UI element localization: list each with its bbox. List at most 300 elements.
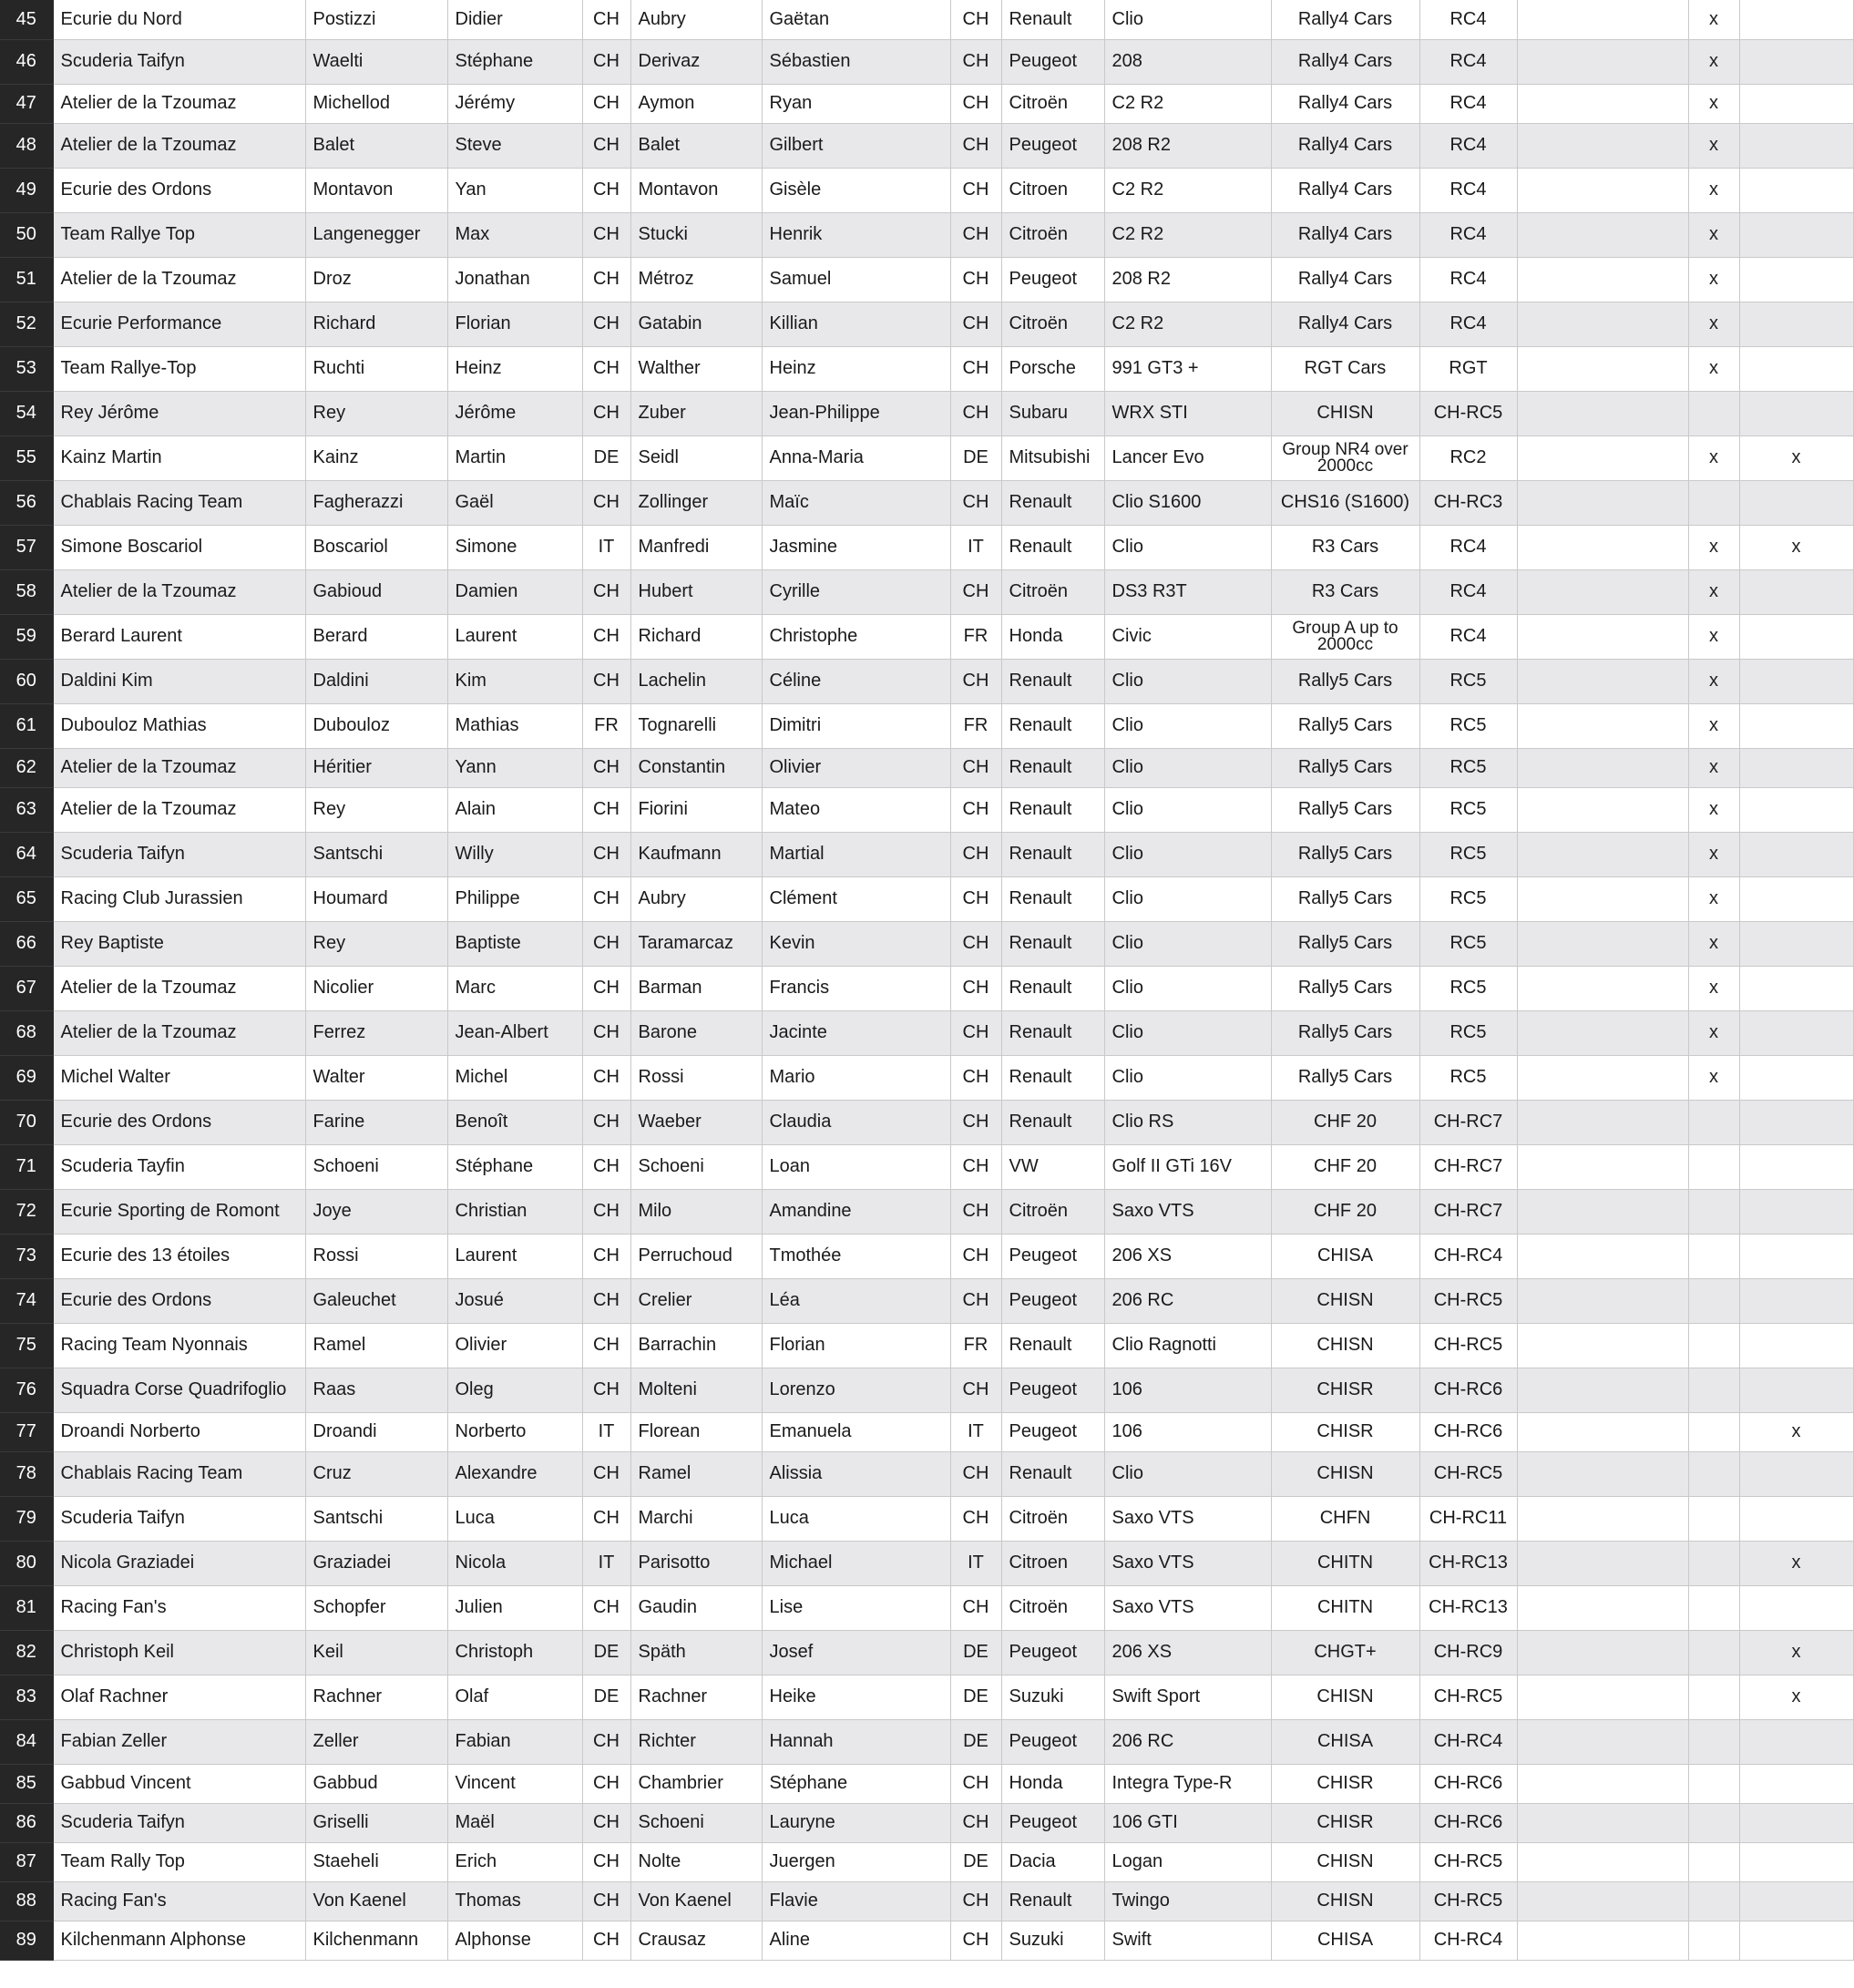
driver-nationality: CH: [582, 569, 630, 614]
car-make: Peugeot: [1001, 1803, 1104, 1842]
marker-column-a: [1517, 1496, 1688, 1541]
car-class: RC4: [1419, 0, 1517, 39]
marker-column-a: [1517, 1719, 1688, 1764]
marker-column-b: [1688, 1881, 1739, 1921]
codriver-first-name: Sébastien: [762, 39, 950, 84]
codriver-first-name: Samuel: [762, 257, 950, 302]
marker-column-c: [1739, 787, 1853, 832]
car-model: Saxo VTS: [1104, 1496, 1271, 1541]
marker-column-a: [1517, 1675, 1688, 1719]
codriver-nationality: CH: [950, 921, 1001, 966]
car-class: RC4: [1419, 168, 1517, 212]
car-model: Clio: [1104, 1010, 1271, 1055]
codriver-last-name: Barrachin: [630, 1323, 762, 1368]
codriver-last-name: Zuber: [630, 391, 762, 436]
marker-column-b: x: [1688, 966, 1739, 1010]
marker-column-b: x: [1688, 787, 1739, 832]
team-name: Michel Walter: [53, 1055, 305, 1100]
codriver-first-name: Tmothée: [762, 1234, 950, 1278]
codriver-first-name: Lauryne: [762, 1803, 950, 1842]
car-model: Clio: [1104, 966, 1271, 1010]
marker-column-b: [1688, 1719, 1739, 1764]
car-class: RC5: [1419, 876, 1517, 921]
table-row: [0, 1323, 1853, 1368]
marker-column-a: [1517, 1921, 1688, 1960]
marker-column-c: [1739, 1278, 1853, 1323]
driver-first-name: Jérôme: [447, 391, 582, 436]
car-make: Renault: [1001, 703, 1104, 748]
team-name: Team Rally Top: [53, 1842, 305, 1881]
codriver-last-name: Milo: [630, 1189, 762, 1234]
codriver-nationality: CH: [950, 1496, 1001, 1541]
driver-first-name: Laurent: [447, 1234, 582, 1278]
car-class: CH-RC11: [1419, 1496, 1517, 1541]
driver-nationality: DE: [582, 1630, 630, 1675]
car-group: CHS16 (S1600): [1271, 480, 1419, 525]
table-row: [0, 1842, 1853, 1881]
car-group: Rally5 Cars: [1271, 832, 1419, 876]
marker-column-b: x: [1688, 257, 1739, 302]
table-row: [0, 1010, 1853, 1055]
codriver-first-name: Claudia: [762, 1100, 950, 1144]
table-row: [0, 569, 1853, 614]
start-number: 78: [0, 1451, 53, 1496]
driver-last-name: Droandi: [305, 1412, 447, 1451]
codriver-first-name: Olivier: [762, 748, 950, 787]
driver-first-name: Christian: [447, 1189, 582, 1234]
codriver-nationality: CH: [950, 168, 1001, 212]
driver-nationality: CH: [582, 876, 630, 921]
marker-column-c: x: [1739, 1630, 1853, 1675]
car-make: Renault: [1001, 1881, 1104, 1921]
marker-column-a: [1517, 1842, 1688, 1881]
marker-column-b: x: [1688, 123, 1739, 168]
marker-column-c: [1739, 391, 1853, 436]
marker-column-b: x: [1688, 569, 1739, 614]
car-make: Suzuki: [1001, 1921, 1104, 1960]
table-row: [0, 921, 1853, 966]
driver-nationality: CH: [582, 302, 630, 346]
driver-first-name: Martin: [447, 436, 582, 480]
car-model: 106: [1104, 1368, 1271, 1412]
driver-nationality: CH: [582, 748, 630, 787]
driver-first-name: Mathias: [447, 703, 582, 748]
car-make: Citroen: [1001, 1541, 1104, 1585]
marker-column-a: [1517, 1100, 1688, 1144]
driver-last-name: Santschi: [305, 832, 447, 876]
car-make: Peugeot: [1001, 1234, 1104, 1278]
car-make: Renault: [1001, 748, 1104, 787]
marker-column-c: [1739, 1368, 1853, 1412]
car-group: Rally4 Cars: [1271, 0, 1419, 39]
car-group: Rally5 Cars: [1271, 703, 1419, 748]
table-row: [0, 1675, 1853, 1719]
driver-last-name: Waelti: [305, 39, 447, 84]
car-model: C2 R2: [1104, 168, 1271, 212]
driver-nationality: IT: [582, 525, 630, 569]
driver-first-name: Nicola: [447, 1541, 582, 1585]
marker-column-a: [1517, 1541, 1688, 1585]
team-name: Squadra Corse Quadrifoglio: [53, 1368, 305, 1412]
start-number: 58: [0, 569, 53, 614]
marker-column-a: [1517, 0, 1688, 39]
car-class: RC4: [1419, 123, 1517, 168]
car-make: Renault: [1001, 1010, 1104, 1055]
driver-nationality: CH: [582, 1323, 630, 1368]
team-name: Ecurie Performance: [53, 302, 305, 346]
car-model: Clio: [1104, 1451, 1271, 1496]
driver-nationality: CH: [582, 1451, 630, 1496]
codriver-first-name: Gilbert: [762, 123, 950, 168]
codriver-last-name: Aubry: [630, 0, 762, 39]
marker-column-a: [1517, 302, 1688, 346]
start-number: 62: [0, 748, 53, 787]
marker-column-c: [1739, 346, 1853, 391]
codriver-nationality: CH: [950, 480, 1001, 525]
driver-first-name: Josué: [447, 1278, 582, 1323]
marker-column-c: [1739, 1323, 1853, 1368]
team-name: Daldini Kim: [53, 659, 305, 703]
car-group: Rally4 Cars: [1271, 257, 1419, 302]
marker-column-c: [1739, 480, 1853, 525]
team-name: Ecurie des Ordons: [53, 168, 305, 212]
marker-column-c: [1739, 1881, 1853, 1921]
driver-nationality: CH: [582, 1881, 630, 1921]
car-group: CHISA: [1271, 1719, 1419, 1764]
car-make: Renault: [1001, 787, 1104, 832]
codriver-nationality: CH: [950, 748, 1001, 787]
team-name: Atelier de la Tzoumaz: [53, 257, 305, 302]
driver-last-name: Fagherazzi: [305, 480, 447, 525]
start-number: 48: [0, 123, 53, 168]
codriver-first-name: Ryan: [762, 84, 950, 123]
team-name: Racing Team Nyonnais: [53, 1323, 305, 1368]
driver-last-name: Rey: [305, 391, 447, 436]
driver-nationality: DE: [582, 436, 630, 480]
car-model: Civic: [1104, 614, 1271, 659]
marker-column-a: [1517, 436, 1688, 480]
driver-last-name: Langenegger: [305, 212, 447, 257]
table-row: [0, 1189, 1853, 1234]
car-model: Saxo VTS: [1104, 1585, 1271, 1630]
car-class: RC4: [1419, 84, 1517, 123]
driver-last-name: Rey: [305, 787, 447, 832]
codriver-last-name: Seidl: [630, 436, 762, 480]
team-name: Scuderia Tayfin: [53, 1144, 305, 1189]
marker-column-b: [1688, 480, 1739, 525]
codriver-first-name: Mateo: [762, 787, 950, 832]
car-model: Clio: [1104, 748, 1271, 787]
car-model: Clio: [1104, 876, 1271, 921]
start-number: 65: [0, 876, 53, 921]
team-name: Berard Laurent: [53, 614, 305, 659]
marker-column-b: x: [1688, 302, 1739, 346]
car-group: CHISN: [1271, 1451, 1419, 1496]
car-make: Citroen: [1001, 168, 1104, 212]
marker-column-b: [1688, 1234, 1739, 1278]
marker-column-c: [1739, 876, 1853, 921]
codriver-first-name: Loan: [762, 1144, 950, 1189]
driver-first-name: Stéphane: [447, 1144, 582, 1189]
car-class: RC5: [1419, 921, 1517, 966]
marker-column-b: [1688, 1585, 1739, 1630]
marker-column-c: [1739, 1010, 1853, 1055]
car-model: C2 R2: [1104, 212, 1271, 257]
car-class: CH-RC7: [1419, 1100, 1517, 1144]
marker-column-a: [1517, 1630, 1688, 1675]
team-name: Scuderia Taifyn: [53, 39, 305, 84]
start-number: 84: [0, 1719, 53, 1764]
marker-column-a: [1517, 1764, 1688, 1803]
driver-first-name: Heinz: [447, 346, 582, 391]
table-row: [0, 1881, 1853, 1921]
marker-column-b: [1688, 1630, 1739, 1675]
marker-column-c: x: [1739, 1675, 1853, 1719]
team-name: Racing Fan's: [53, 1585, 305, 1630]
team-name: Kainz Martin: [53, 436, 305, 480]
start-number: 87: [0, 1842, 53, 1881]
start-number: 55: [0, 436, 53, 480]
driver-first-name: Thomas: [447, 1881, 582, 1921]
car-model: Twingo: [1104, 1881, 1271, 1921]
team-name: Scuderia Taifyn: [53, 832, 305, 876]
marker-column-a: [1517, 1055, 1688, 1100]
driver-last-name: Ferrez: [305, 1010, 447, 1055]
car-group: CHISR: [1271, 1803, 1419, 1842]
driver-first-name: Alain: [447, 787, 582, 832]
car-make: Citroën: [1001, 1189, 1104, 1234]
codriver-first-name: Christophe: [762, 614, 950, 659]
driver-first-name: Gaël: [447, 480, 582, 525]
codriver-last-name: Crausaz: [630, 1921, 762, 1960]
driver-last-name: Gabioud: [305, 569, 447, 614]
marker-column-a: [1517, 614, 1688, 659]
codriver-nationality: CH: [950, 1803, 1001, 1842]
car-model: Clio: [1104, 659, 1271, 703]
driver-last-name: Richard: [305, 302, 447, 346]
start-number: 46: [0, 39, 53, 84]
table-row: [0, 257, 1853, 302]
marker-column-a: [1517, 1189, 1688, 1234]
driver-last-name: Farine: [305, 1100, 447, 1144]
marker-column-a: [1517, 525, 1688, 569]
marker-column-b: x: [1688, 525, 1739, 569]
table-row: [0, 1234, 1853, 1278]
codriver-first-name: Mario: [762, 1055, 950, 1100]
start-number: 81: [0, 1585, 53, 1630]
car-model: 206 RC: [1104, 1719, 1271, 1764]
car-model: Swift Sport: [1104, 1675, 1271, 1719]
marker-column-c: [1739, 1719, 1853, 1764]
codriver-first-name: Francis: [762, 966, 950, 1010]
car-make: Renault: [1001, 921, 1104, 966]
codriver-nationality: CH: [950, 787, 1001, 832]
codriver-nationality: CH: [950, 39, 1001, 84]
table-row: [0, 84, 1853, 123]
codriver-nationality: CH: [950, 659, 1001, 703]
codriver-nationality: DE: [950, 436, 1001, 480]
codriver-last-name: Gatabin: [630, 302, 762, 346]
car-class: CH-RC6: [1419, 1412, 1517, 1451]
driver-first-name: Yan: [447, 168, 582, 212]
marker-column-b: x: [1688, 703, 1739, 748]
driver-last-name: Griselli: [305, 1803, 447, 1842]
driver-nationality: CH: [582, 659, 630, 703]
marker-column-a: [1517, 921, 1688, 966]
marker-column-b: [1688, 1189, 1739, 1234]
start-number: 70: [0, 1100, 53, 1144]
driver-last-name: Keil: [305, 1630, 447, 1675]
driver-nationality: CH: [582, 168, 630, 212]
marker-column-b: [1688, 1764, 1739, 1803]
codriver-nationality: IT: [950, 525, 1001, 569]
driver-last-name: Boscariol: [305, 525, 447, 569]
marker-column-b: [1688, 1278, 1739, 1323]
team-name: Atelier de la Tzoumaz: [53, 123, 305, 168]
marker-column-b: [1688, 1921, 1739, 1960]
start-number: 85: [0, 1764, 53, 1803]
car-group: Rally5 Cars: [1271, 748, 1419, 787]
team-name: Ecurie des Ordons: [53, 1100, 305, 1144]
codriver-last-name: Gaudin: [630, 1585, 762, 1630]
codriver-last-name: Manfredi: [630, 525, 762, 569]
car-class: RC4: [1419, 302, 1517, 346]
driver-first-name: Florian: [447, 302, 582, 346]
marker-column-c: [1739, 302, 1853, 346]
car-make: Citroën: [1001, 302, 1104, 346]
codriver-nationality: CH: [950, 1368, 1001, 1412]
marker-column-c: [1739, 1842, 1853, 1881]
marker-column-b: [1688, 1496, 1739, 1541]
car-group: CHISA: [1271, 1921, 1419, 1960]
car-class: CH-RC5: [1419, 391, 1517, 436]
driver-nationality: CH: [582, 1496, 630, 1541]
marker-column-c: [1739, 39, 1853, 84]
car-group: CHISR: [1271, 1764, 1419, 1803]
table-row: [0, 391, 1853, 436]
codriver-nationality: DE: [950, 1675, 1001, 1719]
car-group: CHISR: [1271, 1368, 1419, 1412]
car-model: 208: [1104, 39, 1271, 84]
car-class: CH-RC7: [1419, 1189, 1517, 1234]
marker-column-c: [1739, 1451, 1853, 1496]
marker-column-a: [1517, 832, 1688, 876]
codriver-last-name: Balet: [630, 123, 762, 168]
driver-last-name: Graziadei: [305, 1541, 447, 1585]
marker-column-a: [1517, 703, 1688, 748]
marker-column-b: x: [1688, 659, 1739, 703]
start-number: 68: [0, 1010, 53, 1055]
car-make: Peugeot: [1001, 1412, 1104, 1451]
codriver-last-name: Stucki: [630, 212, 762, 257]
table-row: [0, 1764, 1853, 1803]
codriver-nationality: CH: [950, 1234, 1001, 1278]
codriver-first-name: Heike: [762, 1675, 950, 1719]
car-class: CH-RC9: [1419, 1630, 1517, 1675]
marker-column-b: [1688, 1323, 1739, 1368]
table-row: [0, 1541, 1853, 1585]
car-class: RGT: [1419, 346, 1517, 391]
driver-first-name: Michel: [447, 1055, 582, 1100]
driver-nationality: CH: [582, 0, 630, 39]
codriver-last-name: Derivaz: [630, 39, 762, 84]
team-name: Scuderia Taifyn: [53, 1496, 305, 1541]
car-class: CH-RC13: [1419, 1585, 1517, 1630]
driver-last-name: Kainz: [305, 436, 447, 480]
table-row: [0, 748, 1853, 787]
marker-column-a: [1517, 212, 1688, 257]
car-group: CHF 20: [1271, 1144, 1419, 1189]
driver-nationality: CH: [582, 1803, 630, 1842]
marker-column-c: [1739, 1764, 1853, 1803]
driver-last-name: Houmard: [305, 876, 447, 921]
driver-last-name: Héritier: [305, 748, 447, 787]
car-model: Clio: [1104, 832, 1271, 876]
car-group: R3 Cars: [1271, 569, 1419, 614]
marker-column-c: [1739, 123, 1853, 168]
marker-column-c: x: [1739, 525, 1853, 569]
car-make: Renault: [1001, 1451, 1104, 1496]
team-name: Ecurie Sporting de Romont: [53, 1189, 305, 1234]
marker-column-b: [1688, 1842, 1739, 1881]
car-make: Peugeot: [1001, 123, 1104, 168]
car-make: Renault: [1001, 1100, 1104, 1144]
codriver-first-name: Heinz: [762, 346, 950, 391]
codriver-nationality: CH: [950, 1764, 1001, 1803]
codriver-last-name: Ramel: [630, 1451, 762, 1496]
car-model: C2 R2: [1104, 84, 1271, 123]
car-model: WRX STI: [1104, 391, 1271, 436]
team-name: Rey Jérôme: [53, 391, 305, 436]
marker-column-c: x: [1739, 436, 1853, 480]
driver-nationality: CH: [582, 39, 630, 84]
marker-column-b: x: [1688, 39, 1739, 84]
driver-first-name: Vincent: [447, 1764, 582, 1803]
marker-column-a: [1517, 39, 1688, 84]
marker-column-b: x: [1688, 212, 1739, 257]
driver-nationality: CH: [582, 1368, 630, 1412]
marker-column-a: [1517, 569, 1688, 614]
codriver-last-name: Schoeni: [630, 1144, 762, 1189]
codriver-first-name: Dimitri: [762, 703, 950, 748]
codriver-first-name: Lise: [762, 1585, 950, 1630]
table-row: [0, 832, 1853, 876]
codriver-last-name: Molteni: [630, 1368, 762, 1412]
codriver-last-name: Taramarcaz: [630, 921, 762, 966]
marker-column-c: [1739, 1144, 1853, 1189]
car-model: Clio: [1104, 0, 1271, 39]
driver-last-name: Dubouloz: [305, 703, 447, 748]
codriver-first-name: Alissia: [762, 1451, 950, 1496]
car-class: RC2: [1419, 436, 1517, 480]
marker-column-a: [1517, 1278, 1688, 1323]
marker-column-c: [1739, 168, 1853, 212]
marker-column-b: x: [1688, 0, 1739, 39]
car-make: Honda: [1001, 1764, 1104, 1803]
table-row: [0, 703, 1853, 748]
marker-column-c: [1739, 1055, 1853, 1100]
codriver-last-name: Hubert: [630, 569, 762, 614]
table-row: [0, 1719, 1853, 1764]
marker-column-b: [1688, 391, 1739, 436]
car-class: RC4: [1419, 525, 1517, 569]
driver-last-name: Walter: [305, 1055, 447, 1100]
codriver-first-name: Henrik: [762, 212, 950, 257]
codriver-nationality: CH: [950, 84, 1001, 123]
driver-last-name: Joye: [305, 1189, 447, 1234]
team-name: Ecurie des 13 étoiles: [53, 1234, 305, 1278]
car-class: CH-RC5: [1419, 1675, 1517, 1719]
